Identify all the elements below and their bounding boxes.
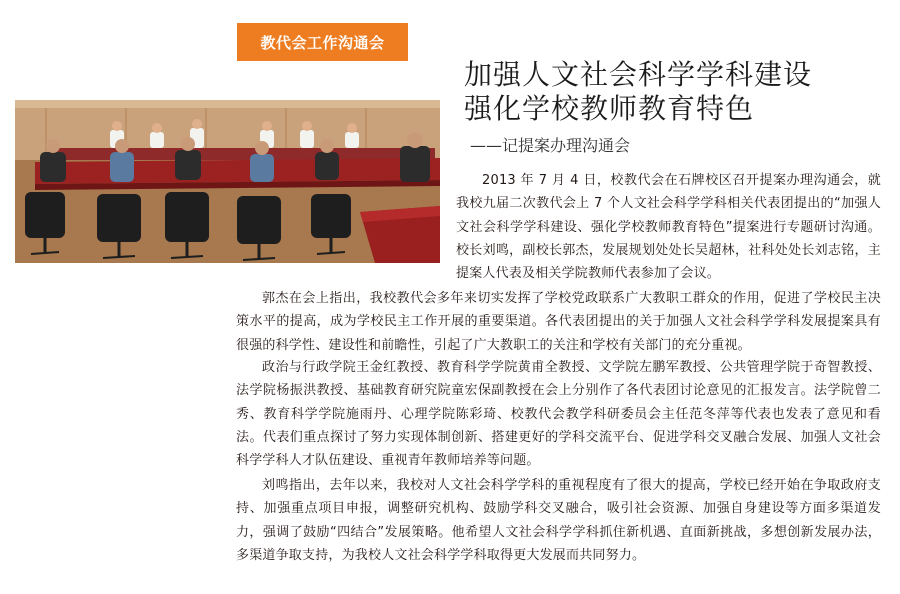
article-title [464,58,812,126]
section-badge: 教代会工作沟通会 [237,23,408,61]
paragraph-4: 刘鸣指出，去年以来，我校对人文社会科学学科的重视程度有了很大的提高，学校已经开始在争取政府支持、加强重点项目申报，调整研究机构、鼓励学科交叉融合，吸引社会资源、加强自身建设等方面多渠道发力，强调了鼓励“四结合”发展策略。他希望人文社会科学学科抓住新机遇、直面新挑战，多想创新发展办法，多渠道争取支持，为我校人文社会科学学科取得更大发展而共同努力。 [236,478,881,563]
meeting-photo [15,100,440,263]
title-line-1: 加强人文社会科学学科建设 [464,58,813,91]
paragraph-2: 郭杰在会上指出，我校教代会多年来切实发挥了学校党政联系广大教职工群众的作用，促进了学校民主决策水平的提高，成为学校民主工作开展的重要渠道。各代表团提出的关于加强人文社会科学学科发展提案具有很强的科学性、建设性和前瞻性，引起了广大教职工的关注和学校有关部门的充分重视。 [236,291,881,353]
paragraph-3: 政治与行政学院王金红教授、教育科学学院黄甫全教授、文学院左鹏军教授、公共管理学院于奇智教授、法学院杨振洪教授、基础教育研究院童宏保副教授在会上分别作了各代表团讨论意见的汇报发言。法学院曾二秀、教育科学学院施雨丹、心理学院陈彩琦、校教代会教学科研委员会主任范冬萍等代表也发表了意见和看法。代表们重点探讨了努力实现体制创新、搭建更好的学科交流平台、促进学科交叉融合发展、加强人文社会科学学科人才队伍建设、重视青年教师培养等问题。 [236,360,881,469]
title-line-2: 强化学校教师教育特色 [464,92,755,125]
paragraph-1: 2013 年 7 月 4 日，校教代会在石牌校区召开提案办理沟通会，就我校九届二次教代会上 7 个人文社会科学学科相关代表团提出的“加强人文社会科学学科建设、强化学校教师教育特色”提案进行专题研讨沟通。校长刘鸣，副校长郭杰，发展规划处处长吴超林，社科处处长刘志铭，主提案人代表及相关学院教师代表参加了会议。 [456,173,881,282]
article-subtitle: ——记提案办理沟通会 [470,136,631,155]
